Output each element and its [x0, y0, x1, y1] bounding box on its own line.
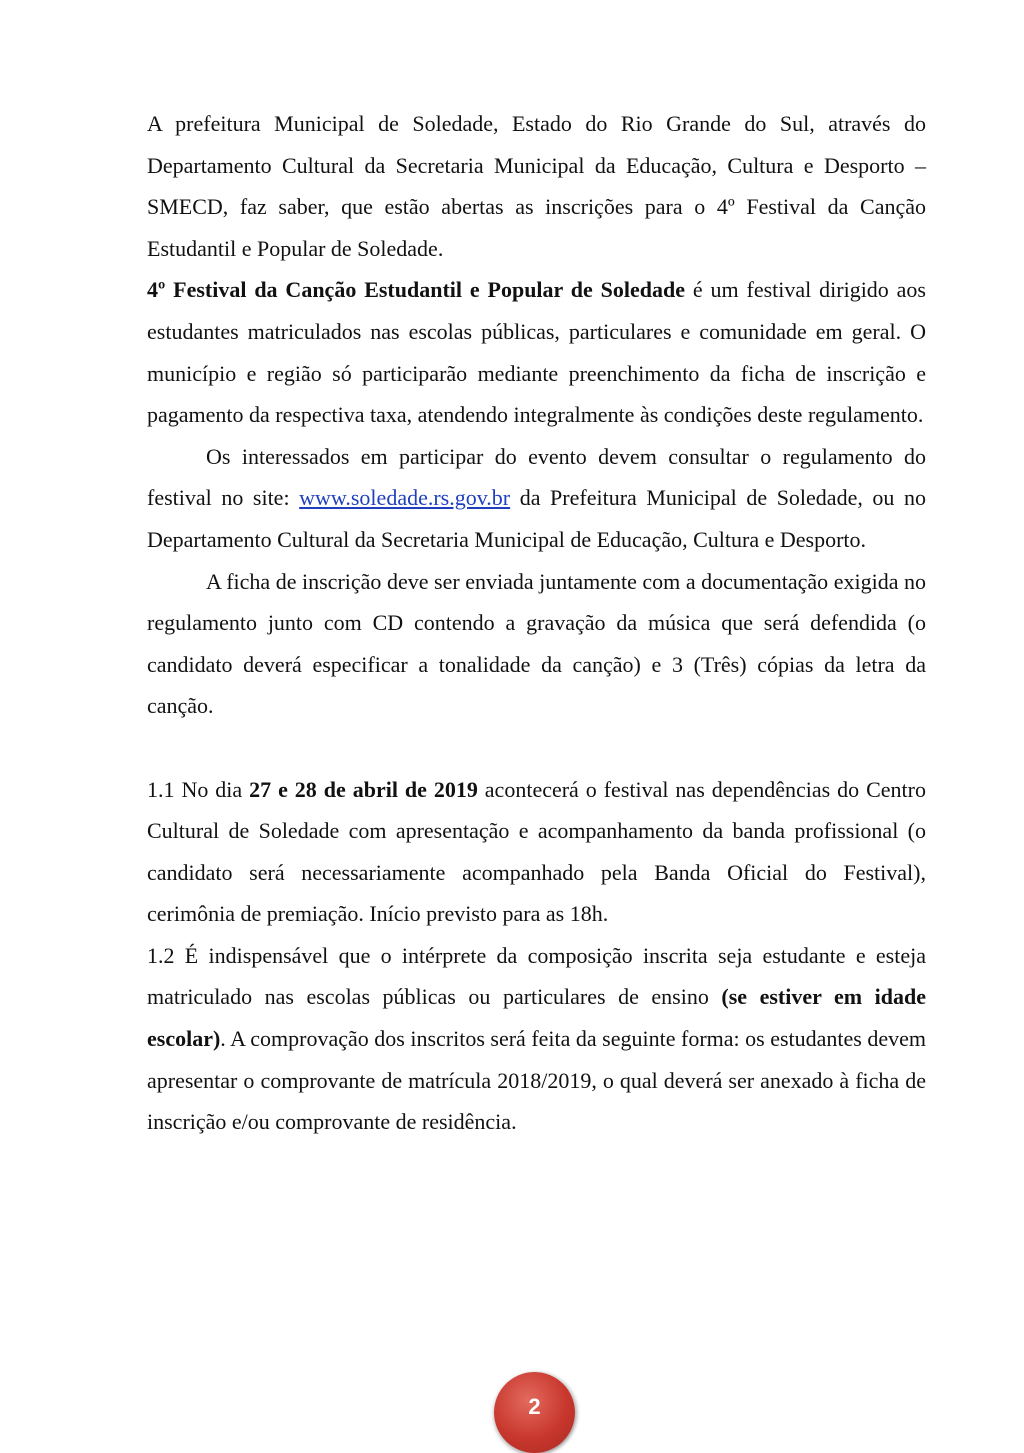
section-spacer — [147, 727, 926, 769]
regulation-text-before: Os interessados em participar do evento devem consultar o regulamento do festival no site: — [147, 443, 926, 511]
intro-paragraph — [147, 103, 926, 269]
section-1-2 — [147, 935, 926, 1143]
section-1-1-text-before: 1.1 No dia — [147, 776, 250, 802]
section-1-2-text-after: . A comprovação dos inscritos será feita da seguinte forma: os estudantes devem apresentar o comprovante de matrícula 2018/2019, o qual deverá ser anexado à ficha de inscrição e/ou comprovante de residência. — [147, 1026, 926, 1135]
festival-name: 4º Festival da Canção Estudantil e Popular de Soledade — [147, 277, 686, 303]
festival-description-text: é um festival dirigido aos estudantes matriculados nas escolas públicas, particulares e comunidade em geral. O município e região só participarão mediante preenchimento da ficha de inscrição e pagamento da respectiva taxa, atendendo integralmente às condições deste regulamento. — [147, 277, 926, 428]
intro-text: A prefeitura Municipal de Soledade, Estado do Rio Grande do Sul, através do Departamento Cultural da Secretaria Municipal da Educação, Cultura e Desporto – SMECD, faz saber, que estão abertas as inscrições para o 4º Festival da Canção Estudantil e Popular de Soledade. — [147, 111, 926, 261]
section-1-1 — [147, 769, 926, 935]
festival-description-paragraph — [147, 269, 926, 435]
registration-form-paragraph — [147, 561, 926, 727]
page-number-badge — [494, 1372, 575, 1453]
regulation-paragraph — [147, 436, 926, 561]
festival-dates: 27 e 28 de abril de 2019 — [249, 776, 478, 802]
registration-form-text: A ficha de inscrição deve ser enviada juntamente com a documentação exigida no regulamento junto com CD contendo a gravação da música que será defendida (o candidato deverá especificar a tonalidade da canção) e 3 (Três) cópias da letra da canção. — [147, 568, 926, 719]
regulation-text-after: da Prefeitura Municipal de Soledade, ou no Departamento Cultural da Secretaria Municipal de Educação, Cultura e Desporto. — [147, 485, 926, 552]
section-1-1-text-after: acontecerá o festival nas dependências do Centro Cultural de Soledade com apresentação e acompanhamento da banda profissional (o candidato será necessariamente acompanhado pela Banda Oficial do Festival), cerimônia de premiação. Início previsto para as 18h. — [147, 776, 926, 927]
school-age-note: (se estiver em idade escolar) — [147, 984, 926, 1052]
page-number: 2 — [528, 1394, 541, 1419]
website-link[interactable]: www.soledade.rs.gov.br — [299, 485, 511, 511]
document-page — [147, 103, 926, 1143]
section-1-2-text-before: 1.2 É indispensável que o intérprete da composição inscrita seja estudante e esteja matriculado nas escolas públicas ou particulares de ensino — [147, 942, 926, 1010]
